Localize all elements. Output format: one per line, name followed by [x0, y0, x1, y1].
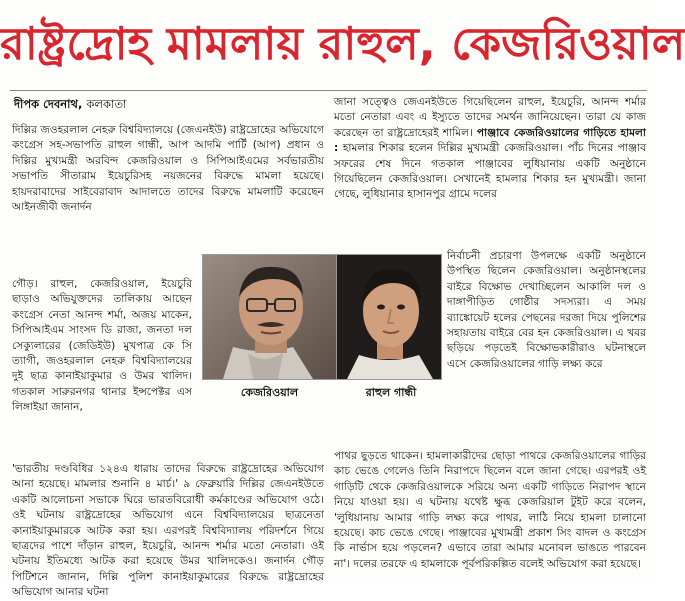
article-column-right-bottom — [334, 449, 646, 582]
byline — [14, 96, 126, 115]
article-text: জানা সত্ত্বেও জেএনইউতে গিয়েছিলেন রাহুল, ইয়েচুরি, আনন্দ শর্মার মতো নেতারা এবং এ ইস্যুতে তাদের সমর্থন জানিয়েছেন। তারা যে কাজ করেছেন তা রাষ্ট্রদ্রোহেরই শামিল। — [334, 96, 646, 139]
rahul-portrait-graphic — [337, 255, 441, 379]
kejriwal-photo — [202, 254, 339, 380]
article-column-left-bottom — [12, 462, 324, 599]
headline: রাষ্ট্রদ্রোহ মামলায় রাহুল, কেজরিওয়াল — [0, 17, 685, 70]
kejriwal-portrait-graphic — [203, 255, 338, 379]
article-column-right-top — [334, 95, 646, 249]
article-column-right-narrow — [447, 249, 646, 449]
headline-rule — [10, 90, 647, 91]
article-paragraph: পাথর ছুড়তে থাকেন। হামলাকারীদের ছোড়া পাথরে কেজরিওয়ালের গাড়ির কাচ ভেঙে গেলেও তিনি নিরাপদে ছিলেন বলে জানা গেছে। এরপরই ওই গাড়িটি থেকে কেজরিওয়ালকে সরিয়ে অন্য একটি গাড়িতে নিরাপদ স্থানে নিয়ে যাওয়া হয়। এ ঘটনায় যথেষ্ট ক্ষুব্ধ কেজরিয়াল টুইট করে বলেন, 'লুধিয়ানায় আমার গাড়ি লক্ষ্য করে পাথর, লাঠি নিয়ে হামলা চালানো হয়েছে। কাচ ভেঙে গেছে। পাঞ্জাবের মুখ্যমন্ত্রী প্রকাশ সিং বাদল ও কংগ্রেস কি নার্ভাস হয়ে পড়লেন? এভাবে তারা আমার মনোবল ভাঙতে পারবেন না'। দলের তরফে এ হামলাকে পূর্বপরিকল্পিত বলেই অভিযোগ করা হয়েছে। — [334, 450, 646, 570]
article-paragraph — [334, 95, 646, 203]
photo-caption-rahul: রাহুল গান্ধী — [365, 386, 417, 399]
byline-author: দীপক দেবনাথ, — [14, 97, 83, 111]
byline-place: কলকাতা — [86, 97, 127, 111]
article-paragraph: নির্বাচনী প্রচারণা উপলক্ষে একটি অনুষ্ঠানে উপস্থিত ছিলেন কেজরিওয়াল। অনুষ্ঠানস্থলের বাইরে বিক্ষোভ দেখাচ্ছিলেন আকালি দল ও দাঙ্গাপীড়িত গোষ্ঠীর সদস্যরা। এ সময় ব্যাঙ্কোয়েট হলের পেছনের দরজা দিয়ে পুলিশের সহায়তায় বাইরে বের হন কেজরিওয়াল। এ খবর ছড়িয়ে পড়তেই বিক্ষোভকারীরাও ঘটনাস্থলে এসে কেজরিওয়ালের গাড়ি লক্ষ্য করে — [447, 250, 646, 370]
article-column-left-narrow — [12, 277, 192, 461]
article-paragraph: গৌড়। রাহুল, কেজরিওয়াল, ইয়েচুরি ছাড়াও অভিযুক্তদের তালিকায় আছেন কংগ্রেস নেতা আনন্দ শর্মা, অজয় মাকেন, সিপিআইএম সাংসদ ডি রাজা, জনতা দল সেক্যুলারের (জেডিইউ) মুখপাত্র কে সি ত্যাগী, জওহরলাল নেহরু বিশ্ববিদ্যালয়ের দুই ছাত্র কানাইয়াকুমার ও উমর খালিদ। গতকাল সারুরনগর থানার ইন্সপেক্টর এস লিঙ্গাইয়া জানান, — [12, 278, 192, 414]
article-paragraph: দিল্লির জওহরলাল নেহরু বিশ্ববিদ্যালয়ে (জেএনইউ) রাষ্ট্রদ্রোহের অভিযোগে কংগ্রেস সহ-সভাপতি রাহুল গান্ধী, আপ আদমি পার্টি (আপ) প্রধান ও দিল্লির মুখ্যমন্ত্রী অরবিন্দ কেজরিওয়াল ও সিপিআইএমের সর্বভারতীয় সভাপতি সীতারাম ইয়েচুরিসহ নয়জনের বিরুদ্ধে মামলা হয়েছে। হায়দরাবাদের সাইবেরাবাদ আদালতে তাদের বিরুদ্ধে মামলাটি করেছেন আইনজীবী জনার্দন — [12, 124, 324, 214]
article-subhead: পাঞ্জাবে কেজরিওয়ালের গাড়িতে হামলা : — [334, 126, 646, 155]
article-text: হামলার শিকার হলেন দিল্লির মুখ্যমন্ত্রী কেজরিওয়াল। পাঁচ দিনের পাঞ্জাব সফরের শেষ দিনে গতকাল পাঞ্জাবের লুধিয়ানায় একটি অনুষ্ঠানে গিয়েছিলেন কেজরিওয়াল। সেখানেই হামলার শিকার হন মুখ্যমন্ত্রী। জানা গেছে, লুধিয়ানার হাসানপুর গ্রামে দলের — [334, 142, 646, 201]
article-paragraph: 'ভারতীয় দণ্ডবিধির ১২৪এ ধারায় তাদের বিরুদ্ধে রাষ্ট্রদ্রোহের অভিযোগ আনা হয়েছে। মামলার শুনানি ৪ মার্চ।' ৯ ফেব্রুয়ারি দিল্লির জেএনইউতে একটি আলোচনা সভাকে ঘিরে ভারতবিরোধী কর্মকাণ্ডের অভিযোগ ওঠে। ওই ঘটনায় রাষ্ট্রদ্রোহের অভিযোগ এনে বিশ্ববিদ্যালয়ের ছাত্রনেতা কানাইয়াকুমারকে আটক করা হয়। এরপরই বিশ্ববিদ্যালয় পরিদর্শনে গিয়ে ছাত্রদের পাশে দাঁড়ান রাহুল, ইয়েচুরি, আনন্দ শর্মার মতো নেতারা। ওই ঘটনায় ইতিমধ্যে আটক করা হয়েছে উমর খালিদকেও। জনার্দন গৌড় পিটিশনে জানান, দিল্লি পুলিশ কানাইয়াকুমারের বিরুদ্ধে রাষ্ট্রদ্রোহের অভিযোগ আনার ঘটনা — [12, 463, 324, 599]
photo-caption-kejriwal: কেজরিওয়াল — [240, 386, 299, 399]
rahul-gandhi-photo — [336, 254, 442, 380]
